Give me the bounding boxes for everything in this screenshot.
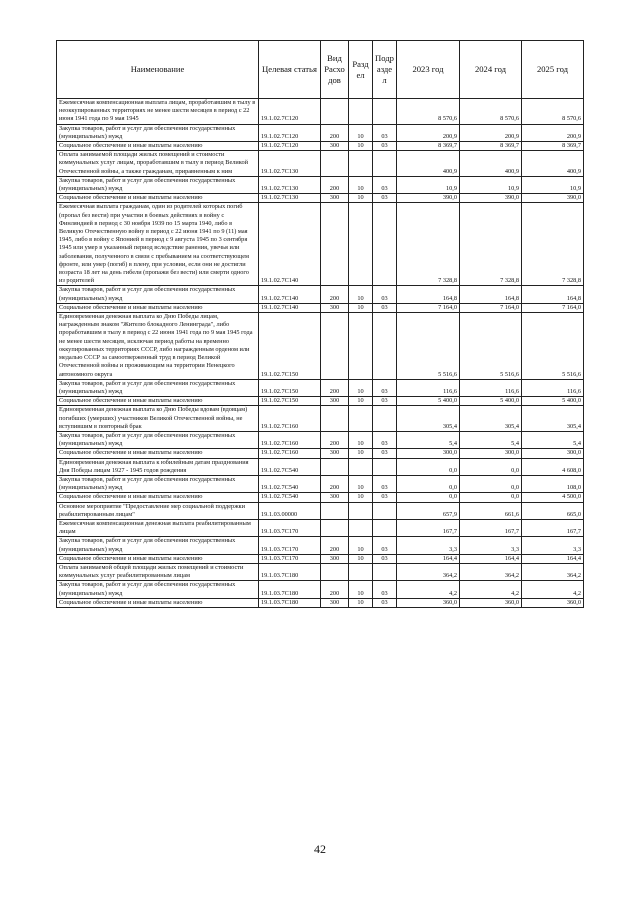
table-row xyxy=(57,598,584,607)
cell-value-2024: 0,0 xyxy=(460,458,522,475)
cell-target-article: 19.1.02.7С150 xyxy=(259,379,321,396)
cell-subsection xyxy=(373,458,397,475)
cell-name: Социальное обеспечение и иные выплаты населению xyxy=(57,194,259,203)
cell-section xyxy=(349,151,373,177)
cell-value-2025: 3,3 xyxy=(522,537,584,554)
table-row xyxy=(57,502,584,519)
cell-value-2023: 116,6 xyxy=(397,379,460,396)
cell-name: Единовременная денежная выплата ко Дню Победы вдовам (вдовцам) погибших (умерших) участников Великой Отечественной войны, не вступившим в повторный брак xyxy=(57,406,259,432)
cell-target-article: 19.1.02.7С130 xyxy=(259,176,321,193)
cell-section: 10 xyxy=(349,554,373,563)
cell-value-2024: 116,6 xyxy=(460,379,522,396)
cell-subsection: 03 xyxy=(373,194,397,203)
cell-value-2023: 8 369,7 xyxy=(397,142,460,151)
cell-value-2023: 400,9 xyxy=(397,151,460,177)
cell-section: 10 xyxy=(349,449,373,458)
table-row xyxy=(57,151,584,177)
table-row xyxy=(57,581,584,598)
cell-subsection: 03 xyxy=(373,537,397,554)
cell-value-2024: 3,3 xyxy=(460,537,522,554)
table-row xyxy=(57,475,584,492)
cell-value-2023: 5,4 xyxy=(397,431,460,448)
cell-target-article: 19.1.02.7С120 xyxy=(259,142,321,151)
cell-section xyxy=(349,519,373,536)
cell-value-2023: 364,2 xyxy=(397,563,460,580)
cell-name: Закупка товаров, работ и услуг для обеспечения государственных (муниципальных) нужд xyxy=(57,379,259,396)
cell-section: 10 xyxy=(349,286,373,303)
cell-subsection: 03 xyxy=(373,475,397,492)
cell-section: 10 xyxy=(349,379,373,396)
cell-name: Закупка товаров, работ и услуг для обеспечения государственных (муниципальных) нужд xyxy=(57,176,259,193)
table-row xyxy=(57,449,584,458)
cell-value-2024: 7 328,8 xyxy=(460,203,522,286)
cell-expense-type: 200 xyxy=(321,475,349,492)
cell-value-2025: 665,0 xyxy=(522,502,584,519)
cell-expense-type xyxy=(321,151,349,177)
cell-subsection xyxy=(373,519,397,536)
cell-name: Ежемесячная компенсационная выплата лицам, проработавшим в тылу в неоккупированных территориях не менее шести месяцев в период с 22 июня 1941 года по 9 мая 1945 xyxy=(57,99,259,125)
cell-expense-type: 300 xyxy=(321,598,349,607)
cell-expense-type: 200 xyxy=(321,537,349,554)
cell-value-2025: 5,4 xyxy=(522,431,584,448)
cell-expense-type: 300 xyxy=(321,554,349,563)
cell-value-2024: 10,9 xyxy=(460,176,522,193)
table-row xyxy=(57,303,584,312)
cell-name: Закупка товаров, работ и услуг для обеспечения государственных (муниципальных) нужд xyxy=(57,431,259,448)
cell-value-2023: 164,8 xyxy=(397,286,460,303)
table-row xyxy=(57,397,584,406)
table-row xyxy=(57,406,584,432)
header-name: Наименование xyxy=(57,41,259,99)
cell-value-2025: 116,6 xyxy=(522,379,584,396)
cell-section: 10 xyxy=(349,475,373,492)
cell-subsection xyxy=(373,502,397,519)
cell-name: Социальное обеспечение и иные выплаты населению xyxy=(57,554,259,563)
header-year-2024: 2024 год xyxy=(460,41,522,99)
cell-target-article: 19.1.02.7С160 xyxy=(259,431,321,448)
cell-value-2023: 164,4 xyxy=(397,554,460,563)
cell-target-article: 19.1.02.7С120 xyxy=(259,124,321,141)
cell-value-2024: 5 400,0 xyxy=(460,397,522,406)
table-header-row xyxy=(57,41,584,99)
cell-section xyxy=(349,458,373,475)
table-row xyxy=(57,313,584,380)
table-row xyxy=(57,519,584,536)
cell-expense-type xyxy=(321,203,349,286)
cell-value-2023: 7 328,8 xyxy=(397,203,460,286)
cell-subsection xyxy=(373,406,397,432)
cell-expense-type: 200 xyxy=(321,431,349,448)
cell-value-2024: 8 369,7 xyxy=(460,142,522,151)
cell-name: Закупка товаров, работ и услуг для обеспечения государственных (муниципальных) нужд xyxy=(57,475,259,492)
cell-expense-type: 200 xyxy=(321,176,349,193)
cell-subsection: 03 xyxy=(373,124,397,141)
cell-section xyxy=(349,99,373,125)
cell-expense-type xyxy=(321,519,349,536)
cell-section xyxy=(349,502,373,519)
cell-value-2023: 390,0 xyxy=(397,194,460,203)
table-row xyxy=(57,563,584,580)
cell-target-article: 19.1.03.7С170 xyxy=(259,537,321,554)
cell-name: Ежемесячная компенсационная денежная выплата реабилитированным лицам xyxy=(57,519,259,536)
budget-table xyxy=(56,40,584,608)
cell-target-article: 19.1.03.00000 xyxy=(259,502,321,519)
cell-target-article: 19.1.02.7С160 xyxy=(259,406,321,432)
cell-expense-type: 300 xyxy=(321,303,349,312)
cell-target-article: 19.1.03.7С170 xyxy=(259,519,321,536)
cell-target-article: 19.1.02.7С120 xyxy=(259,99,321,125)
cell-value-2023: 4,2 xyxy=(397,581,460,598)
table-row xyxy=(57,203,584,286)
cell-value-2024: 7 164,0 xyxy=(460,303,522,312)
cell-value-2024: 360,0 xyxy=(460,598,522,607)
cell-value-2025: 390,0 xyxy=(522,194,584,203)
cell-name: Закупка товаров, работ и услуг для обеспечения государственных (муниципальных) нужд xyxy=(57,581,259,598)
cell-value-2025: 7 328,8 xyxy=(522,203,584,286)
header-subsection: Подр азде л xyxy=(373,41,397,99)
cell-expense-type: 300 xyxy=(321,493,349,502)
cell-value-2024: 167,7 xyxy=(460,519,522,536)
cell-name: Оплата занимаемой общей площади жилых помещений и стоимости коммунальных услуг реабилитированным лицам xyxy=(57,563,259,580)
cell-value-2025: 5 400,0 xyxy=(522,397,584,406)
cell-value-2023: 0,0 xyxy=(397,493,460,502)
table-row xyxy=(57,286,584,303)
cell-value-2023: 8 570,6 xyxy=(397,99,460,125)
cell-name: Социальное обеспечение и иные выплаты населению xyxy=(57,598,259,607)
header-target-article: Целевая статья xyxy=(259,41,321,99)
cell-subsection: 03 xyxy=(373,449,397,458)
table-row xyxy=(57,124,584,141)
cell-target-article: 19.1.02.7С140 xyxy=(259,286,321,303)
cell-name: Социальное обеспечение и иные выплаты населению xyxy=(57,303,259,312)
cell-value-2025: 167,7 xyxy=(522,519,584,536)
cell-value-2023: 10,9 xyxy=(397,176,460,193)
cell-subsection xyxy=(373,203,397,286)
cell-name: Социальное обеспечение и иные выплаты населению xyxy=(57,493,259,502)
cell-subsection: 03 xyxy=(373,286,397,303)
cell-subsection: 03 xyxy=(373,554,397,563)
cell-value-2025: 305,4 xyxy=(522,406,584,432)
cell-value-2025: 300,0 xyxy=(522,449,584,458)
cell-expense-type xyxy=(321,502,349,519)
table-row xyxy=(57,379,584,396)
cell-name: Социальное обеспечение и иные выплаты населению xyxy=(57,142,259,151)
cell-target-article: 19.1.02.7С160 xyxy=(259,449,321,458)
cell-value-2023: 200,9 xyxy=(397,124,460,141)
table-row xyxy=(57,176,584,193)
cell-value-2025: 400,9 xyxy=(522,151,584,177)
cell-subsection xyxy=(373,563,397,580)
cell-section xyxy=(349,313,373,380)
cell-target-article: 19.1.02.7С540 xyxy=(259,458,321,475)
cell-name: Закупка товаров, работ и услуг для обеспечения государственных (муниципальных) нужд xyxy=(57,286,259,303)
cell-subsection: 03 xyxy=(373,431,397,448)
cell-name: Единовременная денежная выплата ко Дню Победы лицам, награжденным знаком "Жителю блокадного Ленинграда", либо проработавшим в тылу в период с 22 июня 1941 года по 9 мая 1945 года не менее шести месяцев, исключая период работы на временно оккупированных территориях СССР, либо награжденным орденом или медалью СССР за самоотверженный труд в период Великой Отечественной войны и проживающим на территории Ненецкого автономного округа xyxy=(57,313,259,380)
cell-value-2024: 164,4 xyxy=(460,554,522,563)
cell-value-2024: 4,2 xyxy=(460,581,522,598)
cell-value-2025: 4 500,0 xyxy=(522,493,584,502)
cell-name: Социальное обеспечение и иные выплаты населению xyxy=(57,397,259,406)
cell-value-2023: 657,9 xyxy=(397,502,460,519)
cell-value-2023: 0,0 xyxy=(397,475,460,492)
cell-target-article: 19.1.02.7С540 xyxy=(259,475,321,492)
cell-expense-type: 200 xyxy=(321,379,349,396)
cell-expense-type: 300 xyxy=(321,397,349,406)
cell-subsection: 03 xyxy=(373,493,397,502)
cell-expense-type xyxy=(321,563,349,580)
cell-value-2023: 360,0 xyxy=(397,598,460,607)
cell-value-2024: 0,0 xyxy=(460,493,522,502)
cell-section xyxy=(349,203,373,286)
cell-expense-type: 200 xyxy=(321,581,349,598)
cell-expense-type xyxy=(321,458,349,475)
cell-value-2025: 4 608,0 xyxy=(522,458,584,475)
cell-value-2023: 5 516,6 xyxy=(397,313,460,380)
cell-section xyxy=(349,563,373,580)
cell-section: 10 xyxy=(349,431,373,448)
cell-target-article: 19.1.02.7С150 xyxy=(259,313,321,380)
table-row xyxy=(57,431,584,448)
cell-target-article: 19.1.02.7С140 xyxy=(259,303,321,312)
header-year-2023: 2023 год xyxy=(397,41,460,99)
cell-value-2023: 300,0 xyxy=(397,449,460,458)
table-row xyxy=(57,493,584,502)
cell-value-2025: 8 369,7 xyxy=(522,142,584,151)
cell-value-2024: 5 516,6 xyxy=(460,313,522,380)
cell-name: Основное мероприятие "Предоставление мер социальной поддержки реабилитированным лицам" xyxy=(57,502,259,519)
cell-target-article: 19.1.02.7С130 xyxy=(259,151,321,177)
cell-expense-type: 300 xyxy=(321,194,349,203)
cell-value-2025: 4,2 xyxy=(522,581,584,598)
cell-name: Закупка товаров, работ и услуг для обеспечения государственных (муниципальных) нужд xyxy=(57,124,259,141)
cell-value-2023: 3,3 xyxy=(397,537,460,554)
cell-target-article: 19.1.02.7С150 xyxy=(259,397,321,406)
cell-target-article: 19.1.03.7С180 xyxy=(259,598,321,607)
cell-expense-type: 200 xyxy=(321,286,349,303)
cell-subsection xyxy=(373,313,397,380)
cell-section: 10 xyxy=(349,303,373,312)
cell-value-2025: 164,8 xyxy=(522,286,584,303)
cell-name: Социальное обеспечение и иные выплаты населению xyxy=(57,449,259,458)
table-row xyxy=(57,537,584,554)
cell-value-2023: 0,0 xyxy=(397,458,460,475)
cell-value-2023: 167,7 xyxy=(397,519,460,536)
cell-value-2023: 305,4 xyxy=(397,406,460,432)
cell-expense-type: 200 xyxy=(321,124,349,141)
cell-section: 10 xyxy=(349,397,373,406)
cell-section: 10 xyxy=(349,142,373,151)
cell-name: Единовременная денежная выплата к юбилейным датам празднования Дня Победы лицам 1927 - 1945 годов рождения xyxy=(57,458,259,475)
cell-value-2024: 164,8 xyxy=(460,286,522,303)
cell-section: 10 xyxy=(349,176,373,193)
cell-name: Оплата занимаемой площади жилых помещений и стоимости коммунальных услуг лицам, проработавшим в тылу в период Великой Отечественной войны, а также гражданам, приравненным к ним xyxy=(57,151,259,177)
cell-name: Ежемесячная выплата гражданам, один из родителей которых погиб (пропал без вести) при участии в боевых действиях в войну с Финляндией в период с 30 ноября 1939 по 15 марта 1940, либо в Великую Отечественную войну в период с 22 июня 1941 по 9 (11) мая 1945, либо в войну с Японией в период с 9 августа 1945 по 3 сентября 1945 или умер в указанный период вследствие ранения, увечья или заболевания, полученного в связи с пребыванием на соответствующем фронте, или умер (погиб) в плену, при условии, если они не достигли возраста 18 лет на день гибели (пропажи без вести) или смерти одного из родителей xyxy=(57,203,259,286)
cell-value-2025: 164,4 xyxy=(522,554,584,563)
cell-value-2025: 8 570,6 xyxy=(522,99,584,125)
cell-value-2024: 5,4 xyxy=(460,431,522,448)
header-expense-type: Вид Расхо дов xyxy=(321,41,349,99)
cell-section: 10 xyxy=(349,194,373,203)
cell-value-2024: 300,0 xyxy=(460,449,522,458)
cell-subsection: 03 xyxy=(373,397,397,406)
header-year-2025: 2025 год xyxy=(522,41,584,99)
cell-value-2024: 400,9 xyxy=(460,151,522,177)
cell-target-article: 19.1.03.7С180 xyxy=(259,563,321,580)
cell-subsection: 03 xyxy=(373,598,397,607)
cell-value-2025: 7 164,0 xyxy=(522,303,584,312)
cell-target-article: 19.1.02.7С130 xyxy=(259,194,321,203)
cell-section: 10 xyxy=(349,598,373,607)
cell-target-article: 19.1.03.7С170 xyxy=(259,554,321,563)
cell-expense-type xyxy=(321,313,349,380)
cell-value-2024: 305,4 xyxy=(460,406,522,432)
page-number: 42 xyxy=(314,842,326,856)
cell-subsection: 03 xyxy=(373,581,397,598)
cell-subsection: 03 xyxy=(373,379,397,396)
cell-name: Закупка товаров, работ и услуг для обеспечения государственных (муниципальных) нужд xyxy=(57,537,259,554)
header-section: Разд ел xyxy=(349,41,373,99)
document-page xyxy=(56,40,583,608)
cell-subsection: 03 xyxy=(373,303,397,312)
cell-subsection xyxy=(373,99,397,125)
table-row xyxy=(57,142,584,151)
cell-section: 10 xyxy=(349,537,373,554)
cell-value-2025: 108,0 xyxy=(522,475,584,492)
cell-expense-type: 300 xyxy=(321,449,349,458)
cell-expense-type: 300 xyxy=(321,142,349,151)
cell-value-2024: 200,9 xyxy=(460,124,522,141)
cell-subsection: 03 xyxy=(373,142,397,151)
cell-value-2024: 8 570,6 xyxy=(460,99,522,125)
cell-section xyxy=(349,406,373,432)
cell-target-article: 19.1.02.7С540 xyxy=(259,493,321,502)
cell-expense-type xyxy=(321,406,349,432)
table-row xyxy=(57,194,584,203)
cell-subsection: 03 xyxy=(373,176,397,193)
cell-value-2023: 7 164,0 xyxy=(397,303,460,312)
cell-expense-type xyxy=(321,99,349,125)
cell-target-article: 19.1.02.7С140 xyxy=(259,203,321,286)
cell-value-2025: 200,9 xyxy=(522,124,584,141)
cell-value-2024: 661,6 xyxy=(460,502,522,519)
cell-value-2025: 5 516,6 xyxy=(522,313,584,380)
table-row xyxy=(57,458,584,475)
cell-value-2024: 390,0 xyxy=(460,194,522,203)
cell-value-2024: 0,0 xyxy=(460,475,522,492)
cell-value-2025: 10,9 xyxy=(522,176,584,193)
cell-value-2025: 364,2 xyxy=(522,563,584,580)
cell-target-article: 19.1.03.7С180 xyxy=(259,581,321,598)
cell-section: 10 xyxy=(349,124,373,141)
cell-subsection xyxy=(373,151,397,177)
table-row xyxy=(57,554,584,563)
cell-value-2024: 364,2 xyxy=(460,563,522,580)
cell-value-2025: 360,0 xyxy=(522,598,584,607)
cell-value-2023: 5 400,0 xyxy=(397,397,460,406)
table-row xyxy=(57,99,584,125)
cell-section: 10 xyxy=(349,581,373,598)
cell-section: 10 xyxy=(349,493,373,502)
